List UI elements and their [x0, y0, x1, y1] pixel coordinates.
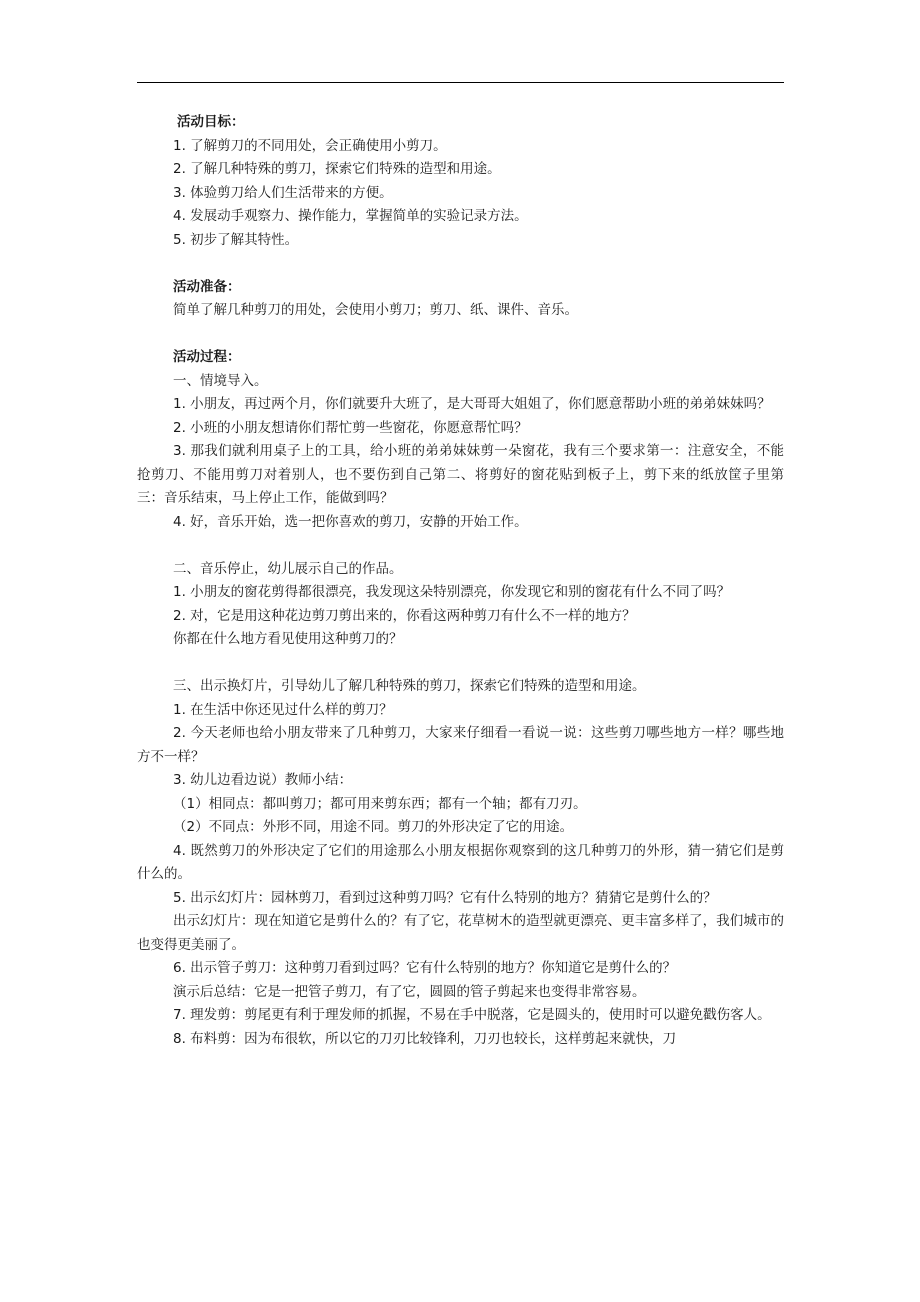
paragraph: （2）不同点：外形不同，用途不同。剪刀的外形决定了它的用途。 [173, 819, 574, 835]
paragraph: 5. 出示幻灯片：园林剪刀，看到过这种剪刀吗？它有什么特别的地方？猜猜它是剪什么的？ [173, 889, 717, 906]
paragraph: 2. 小班的小朋友想请你们帮忙剪一些窗花，你愿意帮忙吗？ [173, 419, 528, 436]
paragraph: 你都在什么地方看见使用这种剪刀的？ [173, 631, 403, 647]
process-heading: 活动过程： [173, 349, 241, 365]
paragraph: 1. 小朋友的窗花剪得都很漂亮，我发现这朵特别漂亮，你发现它和别的窗花有什么不同了吗？ [173, 584, 731, 600]
header-rule [137, 82, 784, 83]
paragraph: 6. 出示管子剪刀：这种剪刀看到过吗？它有什么特别的地方？你知道它是剪什么的？ [173, 960, 677, 976]
paragraph: 7. 理发剪：剪尾更有利于理发师的抓握，不易在手中脱落，它是圆头的，使用时可以避免戳伤客人。 [173, 1007, 771, 1023]
paragraph: 2. 对，它是用这种花边剪刀剪出来的，你看这两种剪刀有什么不一样的地方？ [173, 607, 636, 624]
paragraph: 2. 今天老师也给小朋友带来了几种剪刀，大家来仔细看一看说一说：这些剪刀哪些地方一样？哪些地方不一样？ [137, 725, 784, 765]
paragraph: （1）相同点：都叫剪刀；都可用来剪东西；都有一个轴；都有刀刃。 [173, 795, 587, 812]
paragraph: 4. 好，音乐开始，选一把你喜欢的剪刀，安静的开始工作。 [173, 513, 528, 530]
objective-item: 3. 体验剪刀给人们生活带来的方便。 [173, 184, 393, 201]
paragraph: 3. 幼儿边看边说）教师小结： [173, 772, 353, 788]
paragraph: 3. 那我们就利用桌子上的工具，给小班的弟弟妹妹剪一朵窗花，我有三个要求第一：注意安全，不能抢剪刀、不能用剪刀对着别人，也不要伤到自己第二、将剪好的窗花贴到板子上，剪下来的纸放筐子里第三：音乐结束，马上停止工作，能做到吗？ [137, 443, 784, 506]
objective-item: 2. 了解几种特殊的剪刀，探索它们特殊的造型和用途。 [173, 161, 501, 177]
paragraph: 演示后总结：它是一把管子剪刀，有了它，圆圆的管子剪起来也变得非常容易。 [173, 983, 646, 1000]
section-title: 三、出示换灯片，引导幼儿了解几种特殊的剪刀，探索它们特殊的造型和用途。 [173, 678, 646, 694]
paragraph: 8. 布料剪：因为布很软，所以它的刀刃比较锋利，刀刃也较长，这样剪起来就快，刀 [173, 1030, 677, 1047]
preparation-heading: 活动准备： [173, 278, 241, 295]
objectives-heading: 活动目标： [177, 114, 245, 130]
paragraph: 出示幻灯片：现在知道它是剪什么的？有了它，花草树木的造型就更漂亮、更丰富多样了，我们城市的也变得更美丽了。 [137, 913, 784, 953]
objective-item: 1. 了解剪刀的不同用处，会正确使用小剪刀。 [173, 137, 447, 154]
paragraph: 4. 既然剪刀的外形决定了它们的用途那么小朋友根据你观察到的这几种剪刀的外形，猜一猜它们是剪什么的。 [137, 842, 784, 882]
objective-item: 5. 初步了解其特性。 [173, 231, 299, 248]
section-title: 一、情境导入。 [173, 372, 268, 389]
objective-item: 4. 发展动手观察力、操作能力，掌握简单的实验记录方法。 [173, 208, 528, 224]
paragraph: 1. 小朋友，再过两个月，你们就要升大班了，是大哥哥大姐姐了，你们愿意帮助小班的弟弟妹妹吗？ [173, 396, 771, 412]
document-body [137, 111, 784, 1051]
preparation-text: 简单了解几种剪刀的用处，会使用小剪刀；剪刀、纸、课件、音乐。 [173, 302, 578, 318]
paragraph: 1. 在生活中你还见过什么样的剪刀？ [173, 701, 393, 718]
section-title: 二、音乐停止，幼儿展示自己的作品。 [173, 560, 403, 577]
